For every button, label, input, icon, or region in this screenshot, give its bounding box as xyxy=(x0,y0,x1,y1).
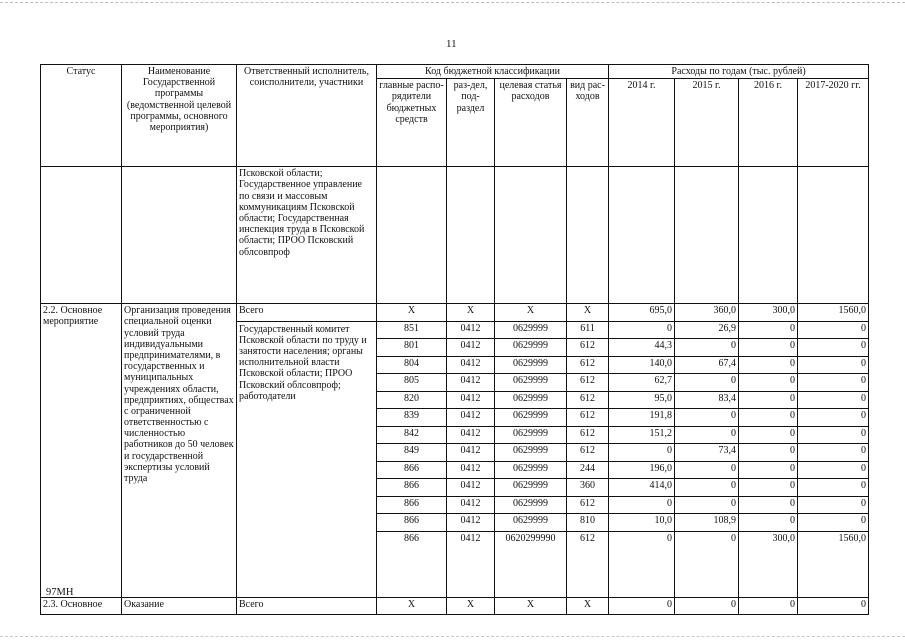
row-2014: 0 xyxy=(609,321,675,339)
row-2016: 0 xyxy=(739,356,798,374)
row-section: 0412 xyxy=(447,339,495,357)
row-target: 0629999 xyxy=(495,409,567,427)
row-2015: 108,9 xyxy=(675,514,739,532)
total-2014: 695,0 xyxy=(609,304,675,322)
row-type: 244 xyxy=(567,461,609,479)
row-grbs: 820 xyxy=(377,391,447,409)
header-expense-type: вид рас-ходов xyxy=(567,79,609,167)
continuation-empty-cell xyxy=(377,167,447,304)
row-2016: 0 xyxy=(739,461,798,479)
section-2-3-total-row xyxy=(41,597,869,615)
row-section: 0412 xyxy=(447,356,495,374)
header-grbs: главные распо-рядители бюджетных средств xyxy=(377,79,447,167)
header-year-2015: 2015 г. xyxy=(675,79,739,167)
row-2016: 0 xyxy=(739,514,798,532)
section-2-2-participants: Государственный комитет Псковской области по труду и занятости населения; органы исполнительной власти Псковской области; ПРОО Псковский облсовпроф; работодатели xyxy=(237,321,377,597)
header-year-2014: 2014 г. xyxy=(609,79,675,167)
row-2017-2020: 0 xyxy=(798,426,869,444)
continuation-empty-cell xyxy=(567,167,609,304)
row-section: 0412 xyxy=(447,391,495,409)
row-2016: 0 xyxy=(739,321,798,339)
row-grbs: 866 xyxy=(377,479,447,497)
row-2016: 300,0 xyxy=(739,531,798,597)
row-2017-2020: 0 xyxy=(798,514,869,532)
row-2015: 26,9 xyxy=(675,321,739,339)
row-section: 0412 xyxy=(447,496,495,514)
total-2014: 0 xyxy=(609,597,675,615)
row-section: 0412 xyxy=(447,321,495,339)
row-grbs: 851 xyxy=(377,321,447,339)
row-grbs: 866 xyxy=(377,461,447,479)
row-grbs: 801 xyxy=(377,339,447,357)
row-2015: 0 xyxy=(675,409,739,427)
total-type: X xyxy=(567,304,609,322)
row-type: 612 xyxy=(567,496,609,514)
continuation-row xyxy=(41,167,869,304)
row-grbs: 839 xyxy=(377,409,447,427)
header-budget-code: Код бюджетной классификации xyxy=(377,65,609,79)
row-target: 0629999 xyxy=(495,496,567,514)
row-2015: 67,4 xyxy=(675,356,739,374)
total-section: X xyxy=(447,304,495,322)
row-section: 0412 xyxy=(447,409,495,427)
row-type: 611 xyxy=(567,321,609,339)
row-section: 0412 xyxy=(447,479,495,497)
row-2014: 151,2 xyxy=(609,426,675,444)
section-2-3-name: Оказание xyxy=(122,597,237,615)
row-2017-2020: 1560,0 xyxy=(798,531,869,597)
row-2015: 0 xyxy=(675,374,739,392)
continuation-empty-cell xyxy=(495,167,567,304)
row-target: 0629999 xyxy=(495,356,567,374)
row-2016: 0 xyxy=(739,496,798,514)
row-2015: 83,4 xyxy=(675,391,739,409)
total-2015: 360,0 xyxy=(675,304,739,322)
row-2015: 0 xyxy=(675,531,739,597)
row-section: 0412 xyxy=(447,461,495,479)
continuation-status xyxy=(41,167,122,304)
row-2017-2020: 0 xyxy=(798,444,869,462)
row-target: 0629999 xyxy=(495,391,567,409)
total-section: X xyxy=(447,597,495,615)
row-target: 0629999 xyxy=(495,374,567,392)
row-target: 0629999 xyxy=(495,514,567,532)
total-grbs: X xyxy=(377,597,447,615)
continuation-empty-cell xyxy=(675,167,739,304)
header-expenses: Расходы по годам (тыс. рублей) xyxy=(609,65,869,79)
row-type: 612 xyxy=(567,531,609,597)
row-2014: 62,7 xyxy=(609,374,675,392)
row-type: 612 xyxy=(567,426,609,444)
row-2015: 73,4 xyxy=(675,444,739,462)
section-2-2-total-label: Всего xyxy=(237,304,377,322)
scan-edge-top xyxy=(0,2,905,3)
row-2017-2020: 0 xyxy=(798,321,869,339)
row-2016: 0 xyxy=(739,391,798,409)
total-2016: 300,0 xyxy=(739,304,798,322)
row-section: 0412 xyxy=(447,514,495,532)
row-2014: 196,0 xyxy=(609,461,675,479)
row-target: 0620299990 xyxy=(495,531,567,597)
row-2014: 10,0 xyxy=(609,514,675,532)
row-section: 0412 xyxy=(447,531,495,597)
row-2016: 0 xyxy=(739,339,798,357)
row-2014: 140,0 xyxy=(609,356,675,374)
row-grbs: 866 xyxy=(377,531,447,597)
section-2-2-status: 2.2. Основное мероприятие xyxy=(41,304,122,598)
section-2-3-total-label: Всего xyxy=(237,597,377,615)
scan-edge-bottom xyxy=(0,636,905,637)
row-2016: 0 xyxy=(739,479,798,497)
budget-table xyxy=(40,64,869,615)
header-target-item: целевая статья расходов xyxy=(495,79,567,167)
total-grbs: X xyxy=(377,304,447,322)
row-type: 360 xyxy=(567,479,609,497)
row-2016: 0 xyxy=(739,426,798,444)
continuation-responsible: Псковской области; Государственное управление по связи и массовым коммуникациям Псковской области; Государственная инспекция труда в Псковской области; ПРОО Псковский облсовпроф xyxy=(237,167,377,304)
row-grbs: 849 xyxy=(377,444,447,462)
row-type: 612 xyxy=(567,444,609,462)
header-row-1 xyxy=(41,65,869,79)
section-2-2-name: Организация проведения специальной оценки условий труда индивидуальными предпринимателями, в государственных и муниципальных учреждениях области, предприятиях, обществах с ограниченной ответственностью с численностью работников до 50 человек и государственной экспертизы условий труда xyxy=(122,304,237,598)
row-2016: 0 xyxy=(739,444,798,462)
row-type: 810 xyxy=(567,514,609,532)
continuation-name xyxy=(122,167,237,304)
header-year-2017-2020: 2017-2020 гг. xyxy=(798,79,869,167)
row-section: 0412 xyxy=(447,426,495,444)
row-grbs: 805 xyxy=(377,374,447,392)
total-type: X xyxy=(567,597,609,615)
row-2017-2020: 0 xyxy=(798,374,869,392)
continuation-empty-cell xyxy=(739,167,798,304)
row-target: 0629999 xyxy=(495,444,567,462)
row-2017-2020: 0 xyxy=(798,391,869,409)
row-target: 0629999 xyxy=(495,339,567,357)
row-type: 612 xyxy=(567,391,609,409)
row-target: 0629999 xyxy=(495,479,567,497)
header-responsible: Ответственный исполнитель, соисполнители, участники xyxy=(237,65,377,167)
row-2015: 0 xyxy=(675,426,739,444)
total-2017-2020: 0 xyxy=(798,597,869,615)
row-2014: 0 xyxy=(609,531,675,597)
continuation-empty-cell xyxy=(609,167,675,304)
row-type: 612 xyxy=(567,339,609,357)
total-2015: 0 xyxy=(675,597,739,615)
header-year-2016: 2016 г. xyxy=(739,79,798,167)
row-2014: 0 xyxy=(609,496,675,514)
row-type: 612 xyxy=(567,409,609,427)
row-2016: 0 xyxy=(739,374,798,392)
row-2015: 0 xyxy=(675,496,739,514)
row-2015: 0 xyxy=(675,479,739,497)
row-grbs: 866 xyxy=(377,496,447,514)
total-target: X xyxy=(495,597,567,615)
row-2014: 0 xyxy=(609,444,675,462)
document-code: 97МН xyxy=(46,587,74,598)
row-grbs: 842 xyxy=(377,426,447,444)
row-type: 612 xyxy=(567,356,609,374)
row-2014: 95,0 xyxy=(609,391,675,409)
continuation-empty-cell xyxy=(447,167,495,304)
row-target: 0629999 xyxy=(495,461,567,479)
continuation-empty-cell xyxy=(798,167,869,304)
row-target: 0629999 xyxy=(495,321,567,339)
row-target: 0629999 xyxy=(495,426,567,444)
row-2017-2020: 0 xyxy=(798,409,869,427)
row-section: 0412 xyxy=(447,444,495,462)
header-status: Статус xyxy=(41,65,122,167)
row-section: 0412 xyxy=(447,374,495,392)
page-number: 11 xyxy=(446,38,457,50)
row-2017-2020: 0 xyxy=(798,496,869,514)
row-2017-2020: 0 xyxy=(798,461,869,479)
row-grbs: 804 xyxy=(377,356,447,374)
row-2017-2020: 0 xyxy=(798,479,869,497)
row-2015: 0 xyxy=(675,461,739,479)
total-2016: 0 xyxy=(739,597,798,615)
row-2016: 0 xyxy=(739,409,798,427)
section-2-2-total-row xyxy=(41,304,869,322)
header-program-name: Наименование Государственной программы (ведомственной целевой программы, основного мероприятия) xyxy=(122,65,237,167)
row-type: 612 xyxy=(567,374,609,392)
row-grbs: 866 xyxy=(377,514,447,532)
total-target: X xyxy=(495,304,567,322)
row-2014: 414,0 xyxy=(609,479,675,497)
row-2015: 0 xyxy=(675,339,739,357)
row-2014: 44,3 xyxy=(609,339,675,357)
header-section: раз-дел, под-раздел xyxy=(447,79,495,167)
total-2017-2020: 1560,0 xyxy=(798,304,869,322)
row-2017-2020: 0 xyxy=(798,339,869,357)
row-2017-2020: 0 xyxy=(798,356,869,374)
row-2014: 191,8 xyxy=(609,409,675,427)
section-2-3-status: 2.3. Основное xyxy=(41,597,122,615)
